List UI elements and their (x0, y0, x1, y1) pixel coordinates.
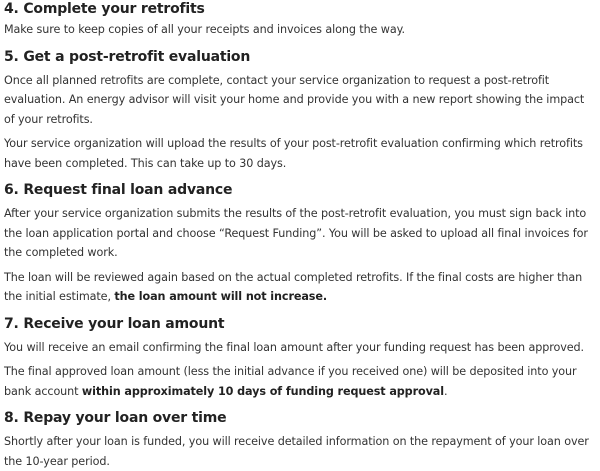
step-7-heading: 7. Receive your loan amount (4, 315, 225, 332)
step-6-heading: 6. Request final loan advance (4, 182, 233, 198)
step-6-section (4, 181, 594, 307)
step-8-heading: 8. Repay your loan over time (4, 410, 227, 426)
step-8-paragraph-1: Shortly after your loan is funded, you will receive detailed information on the repayment of your loan over the 10-year period. (4, 435, 589, 468)
step-4-paragraph-1: Make sure to keep copies of all your receipts and invoices along the way. (4, 23, 405, 36)
step-4-section (4, 0, 594, 40)
step-7-paragraph-2-bold: within approximately 10 days of funding request approval (81, 384, 444, 398)
step-7-paragraph-2 (4, 362, 594, 401)
step-6-paragraph-2-bold: the loan amount will not increase. (114, 290, 327, 303)
step-8-section (4, 409, 594, 471)
step-6-paragraph-2-text: The loan will be reviewed again based on the actual completed retrofits. If the final costs are higher than the initial estimate, (4, 270, 583, 303)
step-5-section (4, 48, 594, 174)
step-5-paragraph-1: Once all planned retrofits are complete, contact your service organization to request a post-retrofit evaluation. An energy advisor will visit your home and provide you with a new report showing the impact of your retrofits. (4, 73, 585, 126)
step-5-paragraph-2: Your service organization will upload the results of your post-retrofit evaluation confirming which retrofits have been completed. This can take up to 30 days. (4, 137, 583, 170)
step-7-section (4, 315, 594, 402)
step-7-paragraph-1: You will receive an email confirming the final loan amount after your funding request has been approved. (4, 340, 585, 354)
step-6-paragraph-1: After your service organization submits the results of the post-retrofit evaluation, you must sign back into the loan application portal and choose “Request Funding”. You will be asked to upload all final invoices for the completed work. (4, 207, 588, 259)
step-7-paragraph-2-text: The final approved loan amount (less the initial advance if you received one) will be deposited into your bank account (4, 365, 577, 398)
step-5-heading: 5. Get a post-retrofit evaluation (4, 48, 251, 65)
step-6-paragraph-2 (4, 268, 594, 307)
step-4-heading: 4. Complete your retrofits (4, 1, 205, 17)
step-7-paragraph-2-after: . (443, 384, 448, 398)
